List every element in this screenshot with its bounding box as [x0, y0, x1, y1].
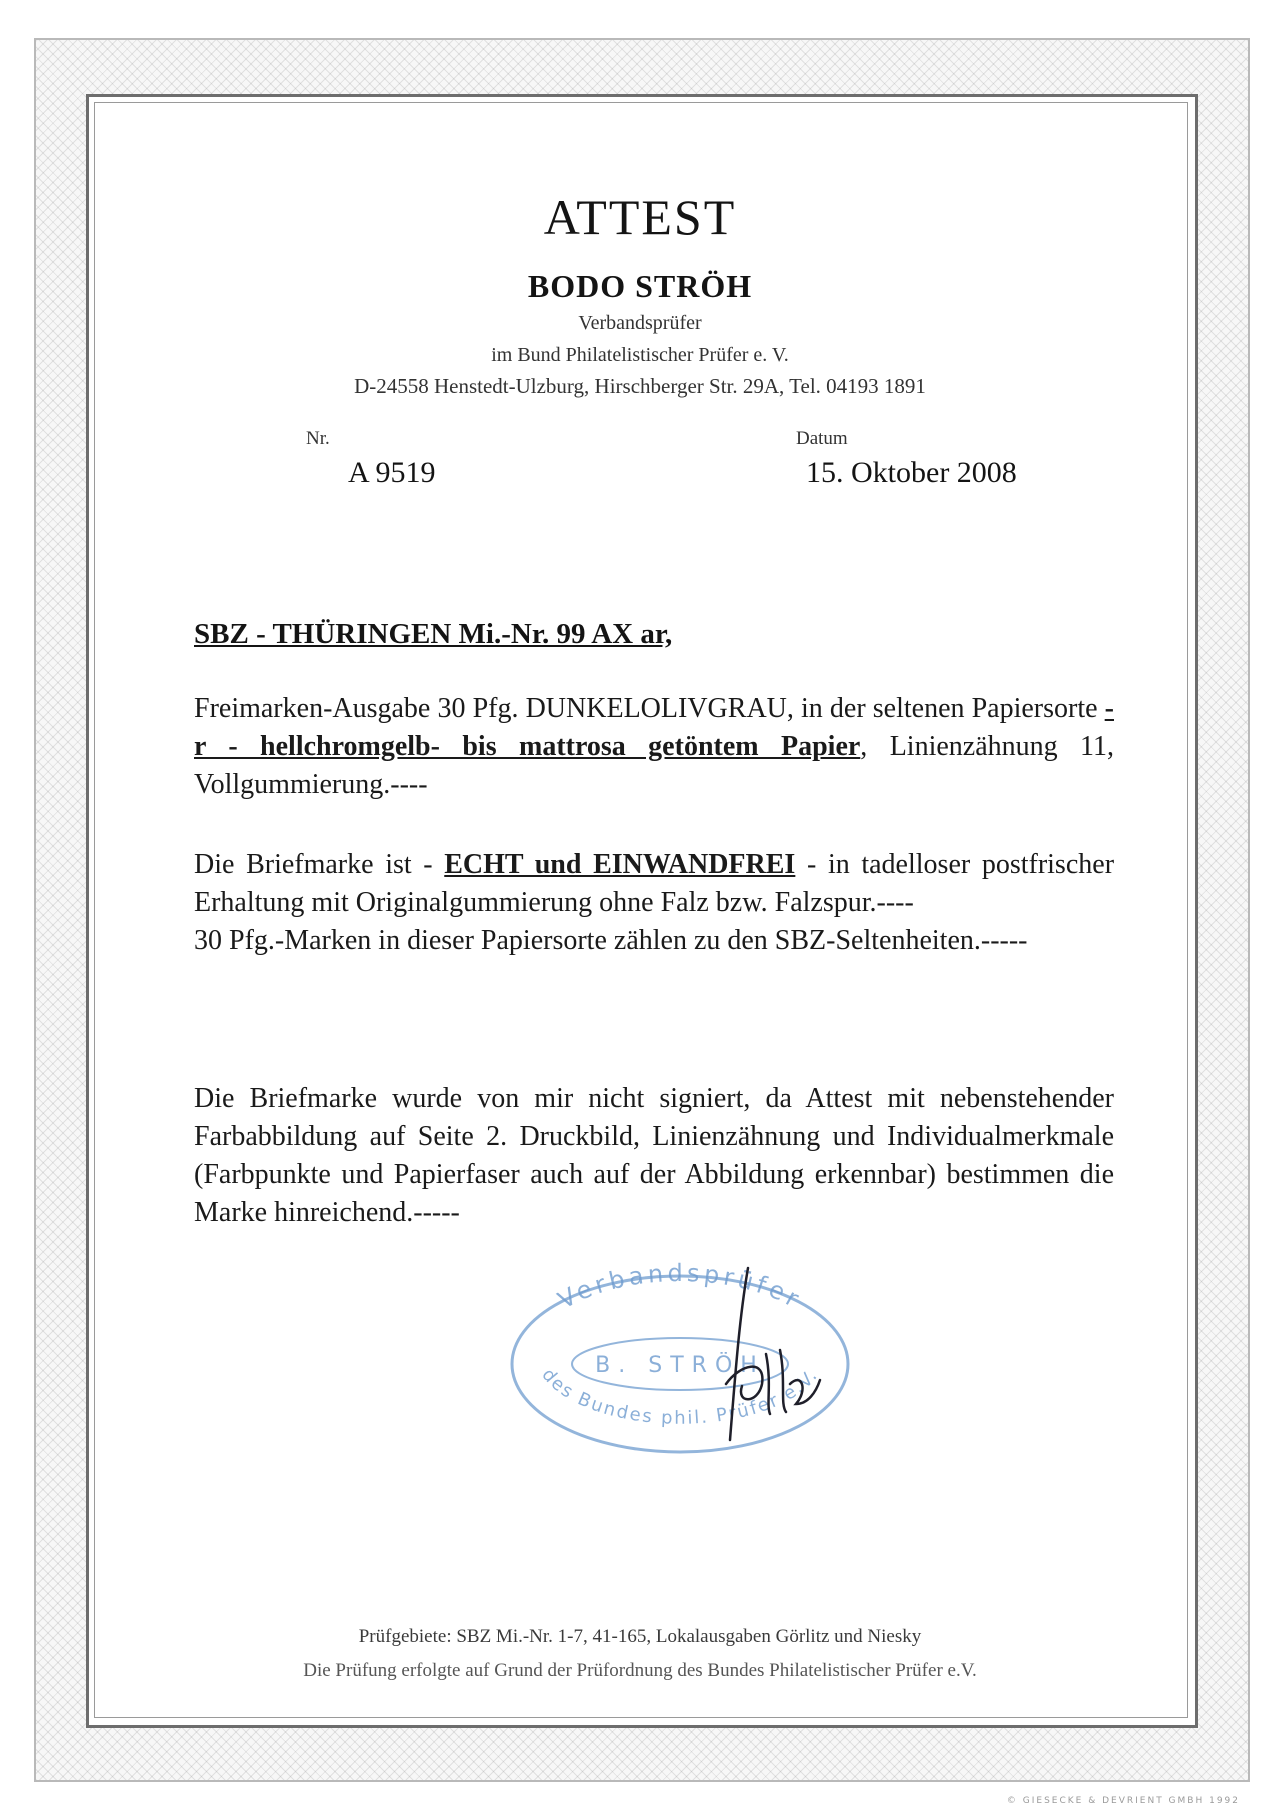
examiner-seal: [490, 1254, 870, 1454]
examiner-address: D-24558 Henstedt-Ulzburg, Hirschberger Str. 29A, Tel. 04193 1891: [354, 374, 926, 398]
nr-label: Nr.: [306, 428, 330, 449]
verdict-emphasis: ECHT und EINWANDFREI: [444, 849, 796, 880]
nr-value: A 9519: [348, 456, 436, 489]
examiner-role: Verbandsprüfer: [578, 312, 702, 334]
date-label: Datum: [796, 428, 848, 449]
rarity-note: 30 Pfg.-Marken in dieser Papiersorte zählen zu den SBZ-Seltenheiten.-----: [194, 925, 1028, 956]
description-paragraph: Freimarken-Ausgabe 30 Pfg. DUNKELOLIVGRAU, in der seltenen Papiersorte - r - hellchromgelb- bis mattrosa getöntem Papier, Linienzähnung 11, Vollgummierung.----: [194, 693, 1114, 800]
examination-rules-note: Die Prüfung erfolgte auf Grund der Prüfordnung des Bundes Philatelistischer Prüfer e.V.: [303, 1660, 977, 1681]
document-title: ATTEST: [543, 189, 737, 245]
examiner-association: im Bund Philatelistischer Prüfer e. V.: [491, 344, 789, 366]
seal-icon: [490, 1254, 870, 1454]
verdict-paragraph: Die Briefmarke ist - ECHT und EINWANDFREI - in tadelloser postfrischer Erhaltung mit Originalgummierung ohne Falz bzw. Falzspur.---- 30 Pfg.-Marken in dieser Papiersorte zählen zu den SBZ-Seltenheiten.-----: [194, 849, 1115, 956]
paper-type-emphasis: - r - hellchromgelb- bis mattrosa getöntem Papier: [194, 693, 1114, 762]
examiner-name: BODO STRÖH: [527, 268, 753, 304]
signature-note-paragraph: Die Briefmarke wurde von mir nicht signiert, da Attest mit nebenstehender Farbabbildung auf Seite 2. Druckbild, Linienzähnung und Individualmerkmale (Farbpunkte und Papierfaser auch auf der Abbildung erkennbar) bestimmen die Marke hinreichend.-----: [194, 1083, 1114, 1228]
examination-areas: Prüfgebiete: SBZ Mi.-Nr. 1-7, 41-165, Lokalausgaben Görlitz und Niesky: [358, 1626, 922, 1647]
svg-text:des Bundes phil. Prüfer e.V.: des Bundes phil. Prüfer e.V.: [537, 1364, 823, 1429]
svg-text:B. STRÖH: B. STRÖH: [595, 1353, 765, 1378]
printer-imprint: © GIESECKE & DEVRIENT GMBH 1992: [1006, 1796, 1240, 1806]
svg-text:Verbandsprüfer: Verbandsprüfer: [553, 1258, 807, 1315]
stamp-heading: SBZ - THÜRINGEN Mi.-Nr. 99 AX ar,: [194, 618, 673, 650]
date-value: 15. Oktober 2008: [806, 456, 1017, 489]
